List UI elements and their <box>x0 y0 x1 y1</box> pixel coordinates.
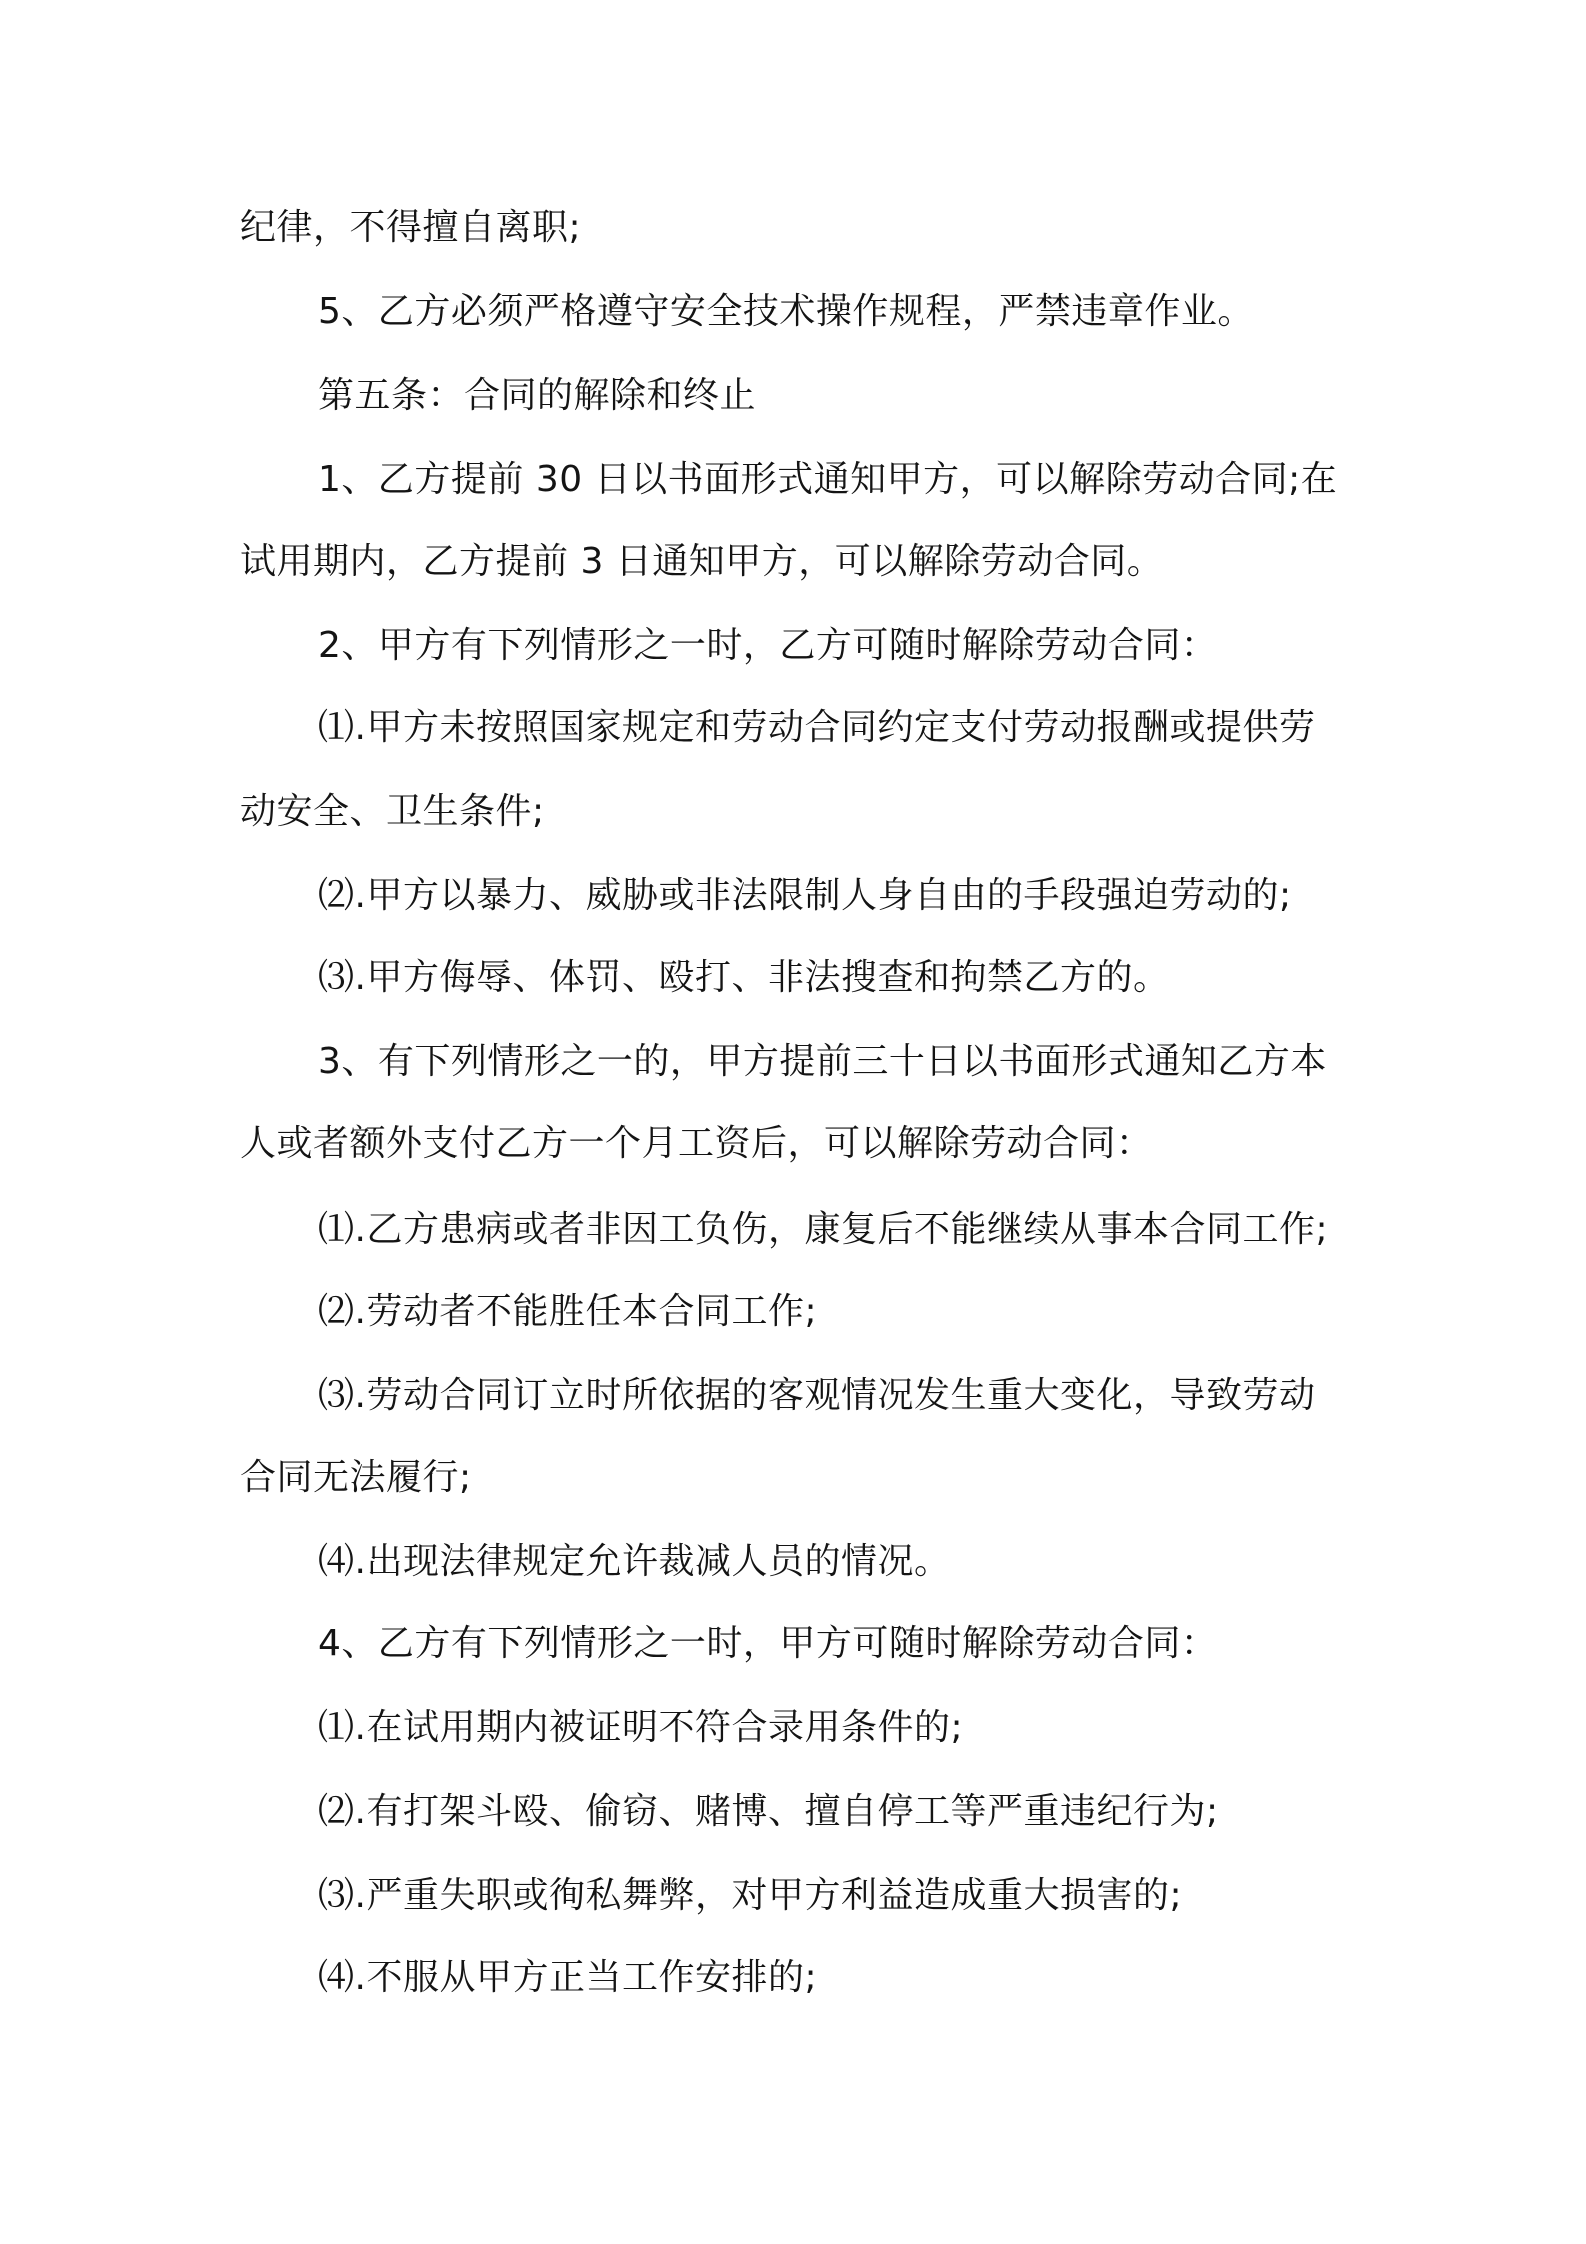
list-item: ⑵.甲方以暴力、威胁或非法限制人身自由的手段强迫劳动的; <box>318 875 1292 916</box>
clause-4: 4、乙方有下列情形之一时，甲方可随时解除劳动合同： <box>318 1623 1218 1664</box>
clause-5: 5、乙方必须严格遵守安全技术操作规程，严禁违章作业。 <box>318 291 1254 332</box>
text-line: 合同无法履行; <box>240 1457 472 1498</box>
text-line: 人或者额外支付乙方一个月工资后，可以解除劳动合同： <box>240 1123 1153 1164</box>
clause-1: 1、乙方提前 30 日以书面形式通知甲方，可以解除劳动合同;在 <box>318 459 1338 500</box>
text-line: 试用期内，乙方提前 3 日通知甲方，可以解除劳动合同。 <box>240 541 1164 582</box>
list-item: ⑴.甲方未按照国家规定和劳动合同约定支付劳动报酬或提供劳 <box>318 707 1316 748</box>
list-item: ⑷.不服从甲方正当工作安排的; <box>318 1957 818 1998</box>
text-line: 动安全、卫生条件; <box>240 791 545 832</box>
section-heading: 第五条：合同的解除和终止 <box>318 375 757 416</box>
list-item: ⑶.劳动合同订立时所依据的客观情况发生重大变化，导致劳动 <box>318 1375 1316 1416</box>
list-item: ⑴.乙方患病或者非因工负伤，康复后不能继续从事本合同工作; <box>318 1209 1329 1250</box>
clause-3: 3、有下列情形之一的，甲方提前三十日以书面形式通知乙方本 <box>318 1041 1327 1082</box>
list-item: ⑶.严重失职或徇私舞弊，对甲方利益造成重大损害的; <box>318 1875 1183 1916</box>
list-item: ⑵.劳动者不能胜任本合同工作; <box>318 1291 818 1332</box>
clause-2: 2、甲方有下列情形之一时，乙方可随时解除劳动合同： <box>318 625 1218 666</box>
text-line: 纪律，不得擅自离职; <box>240 207 582 248</box>
list-item: ⑵.有打架斗殴、偷窃、赌博、擅自停工等严重违纪行为; <box>318 1791 1219 1832</box>
list-item: ⑷.出现法律规定允许裁减人员的情况。 <box>318 1541 951 1582</box>
list-item: ⑴.在试用期内被证明不符合录用条件的; <box>318 1707 964 1748</box>
list-item: ⑶.甲方侮辱、体罚、殴打、非法搜查和拘禁乙方的。 <box>318 957 1170 998</box>
